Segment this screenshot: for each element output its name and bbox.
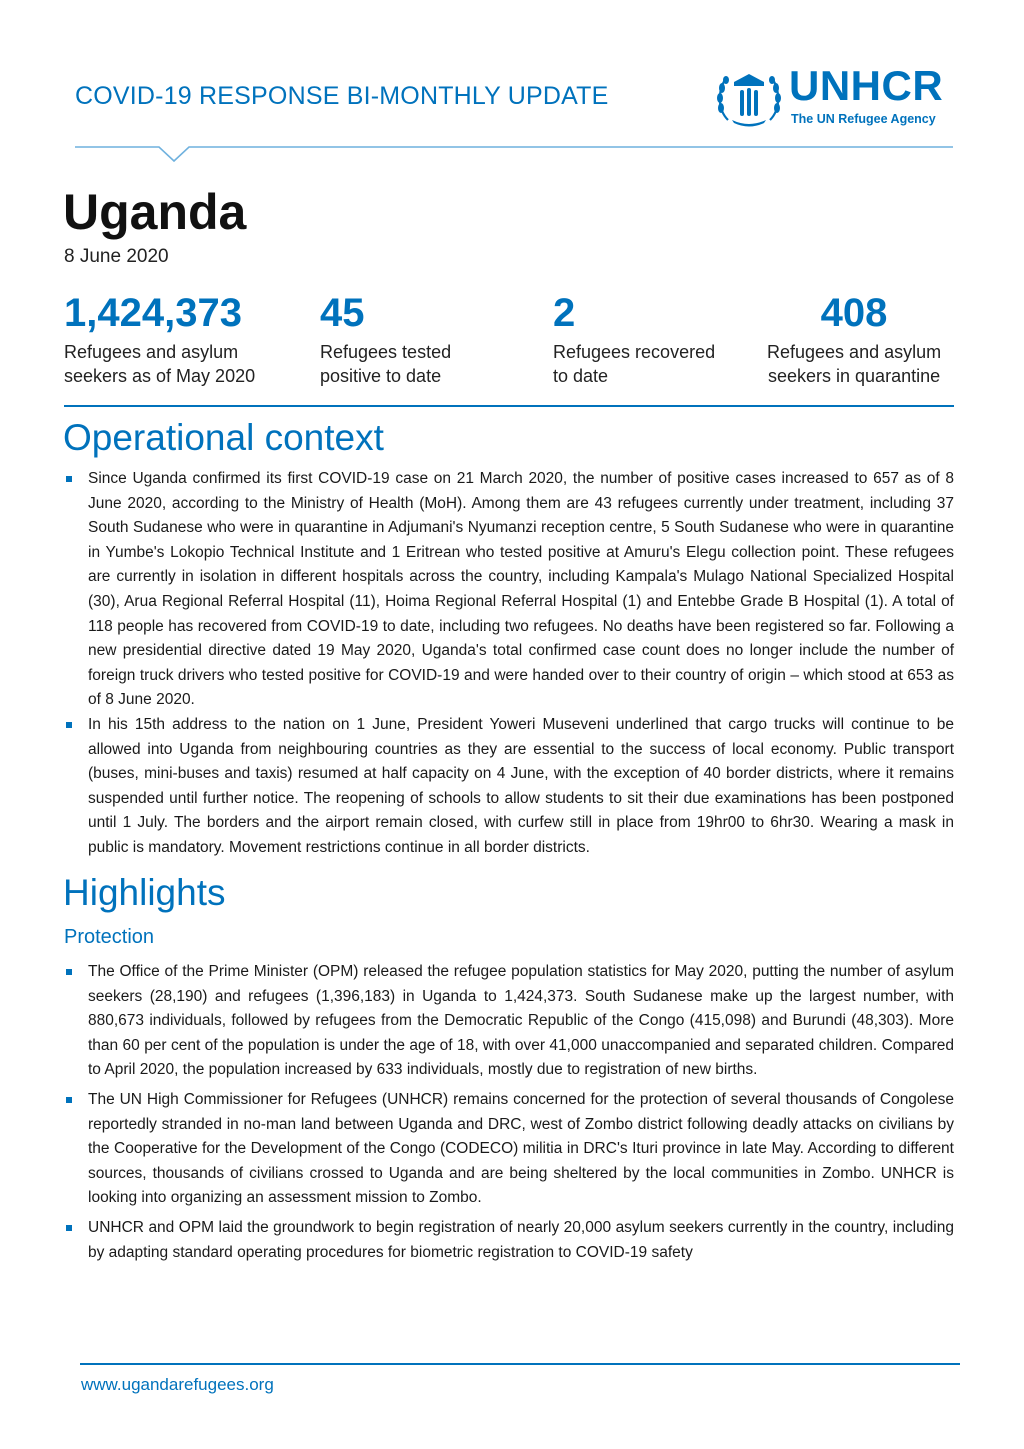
header-divider bbox=[75, 140, 953, 166]
page-title: Uganda bbox=[63, 184, 247, 240]
operational-context-heading: Operational context bbox=[63, 417, 384, 458]
report-date: 8 June 2020 bbox=[64, 246, 169, 267]
bullet-icon bbox=[66, 722, 72, 728]
list-item bbox=[64, 467, 954, 713]
unhcr-emblem-icon bbox=[714, 68, 784, 128]
stat-value: 1,424,373 bbox=[64, 291, 242, 335]
bullet-icon bbox=[66, 476, 72, 482]
list-item bbox=[64, 1216, 954, 1265]
bullet-icon bbox=[66, 969, 72, 975]
bullet-icon bbox=[66, 1225, 72, 1231]
list-item bbox=[64, 1088, 954, 1211]
highlights-heading: Highlights bbox=[63, 872, 226, 913]
bullet-icon bbox=[66, 1097, 72, 1103]
stat-in-quarantine bbox=[767, 290, 941, 388]
stat-value: 45 bbox=[320, 291, 365, 335]
stat-label: Refugees tested positive to date bbox=[320, 342, 452, 386]
bullet-text: The UN High Commissioner for Refugees (UNHCR) remains concerned for the protection of several thousands of Congolese reportedly stranded in no-man land between Uganda and DRC, west of Zombo district following deadly attacks on civilians by the Cooperative for the Development of the Congo (CODECO) militia in DRC's Ituri province in late May. According to different sources, thousands of civilians crossed to Uganda and are being sheltered by the local communities in Zombo. UNHCR is looking into organizing an assessment mission to Zombo. bbox=[88, 1090, 954, 1207]
list-item bbox=[64, 713, 954, 861]
protection-list bbox=[64, 960, 954, 1265]
footer-divider bbox=[80, 1363, 960, 1365]
stat-tested-positive bbox=[320, 290, 451, 388]
bullet-text: In his 15th address to the nation on 1 June, President Yoweri Museveni underlined that cargo trucks will continue to be allowed into Uganda from neighbouring countries as they are essential to the success of local economy. Public transport (buses, mini-buses and taxis) resumed at half capacity on 4 June, with the exception of 40 border districts, where it remains suspended until further notice. The reopening of schools to allow students to sit their due examinations has been postponed until 1 July. The borders and the airport remain closed, with curfew still in place from 19hr00 to 6hr30. Wearing a mask in public is mandatory. Movement restrictions continue in all border districts. bbox=[88, 715, 954, 856]
stat-value: 408 bbox=[820, 291, 888, 335]
logo-tagline: The UN Refugee Agency bbox=[791, 112, 936, 126]
footer-website-link[interactable]: www.ugandarefugees.org bbox=[81, 1375, 274, 1394]
stat-label: Refugees recovered to date bbox=[553, 342, 716, 386]
stat-label: Refugees and asylum seekers in quarantine bbox=[767, 342, 942, 386]
logo-wordmark: UNHCR bbox=[789, 62, 944, 109]
report-series-title: COVID-19 RESPONSE BI-MONTHLY UPDATE bbox=[75, 82, 609, 110]
protection-heading: Protection bbox=[64, 926, 155, 948]
list-item bbox=[64, 960, 954, 1083]
stat-value: 2 bbox=[553, 291, 576, 335]
operational-context-list bbox=[64, 467, 954, 861]
bullet-text: UNHCR and OPM laid the groundwork to begin registration of nearly 20,000 asylum seekers currently in the country, including by adapting standard operating procedures for biometric registration to COVID-19 safety bbox=[88, 1218, 954, 1261]
stats-divider bbox=[64, 405, 954, 407]
stat-recovered bbox=[553, 290, 715, 388]
stat-label: Refugees and asylum seekers as of May 2020 bbox=[64, 342, 256, 386]
bullet-text: Since Uganda confirmed its first COVID-19 case on 21 March 2020, the number of positive cases increased to 657 as of 8 June 2020, according to the Ministry of Health (MoH). Among them are 43 refugees currently under treatment, including 37 South Sudanese who were in quarantine in Adjumani's Nyumanzi reception centre, 5 South Sudanese who were in quarantine in Yumbe's Lokopio Technical Institute and 1 Eritrean who tested positive at Amuru's Elegu collection point. These refugees are currently in isolation in different hospitals across the country, including Kampala's Mulago National Specialized Hospital (30), Arua Regional Referral Hospital (11), Hoima Regional Referral Hospital (1) and Entebbe Grade B Hospital (1). A total of 118 people has recovered from COVID-19 to date, including two refugees. No deaths have been registered so far. Following a new presidential directive dated 19 May 2020, Uganda's total confirmed case count does no longer include the number of foreign truck drivers who tested positive for COVID-19 and were handed over to their country of origin – which stood at 653 as of 8 June 2020. bbox=[88, 470, 954, 709]
unhcr-logo bbox=[714, 62, 954, 130]
bullet-text: The Office of the Prime Minister (OPM) released the refugee population statistics for May 2020, putting the number of asylum seekers (28,190) and refugees (1,396,183) in Uganda to 1,424,373. South Sudanese make up the largest number, with 880,673 individuals, followed by refugees from the Democratic Republic of the Congo (415,098) and Burundi (48,303). More than 60 per cent of the population is under the age of 18, with over 41,000 unaccompanied and separated children. Compared to April 2020, the population increased by 633 individuals, mostly due to registration of new births. bbox=[88, 963, 954, 1079]
stat-total-population bbox=[64, 290, 255, 388]
